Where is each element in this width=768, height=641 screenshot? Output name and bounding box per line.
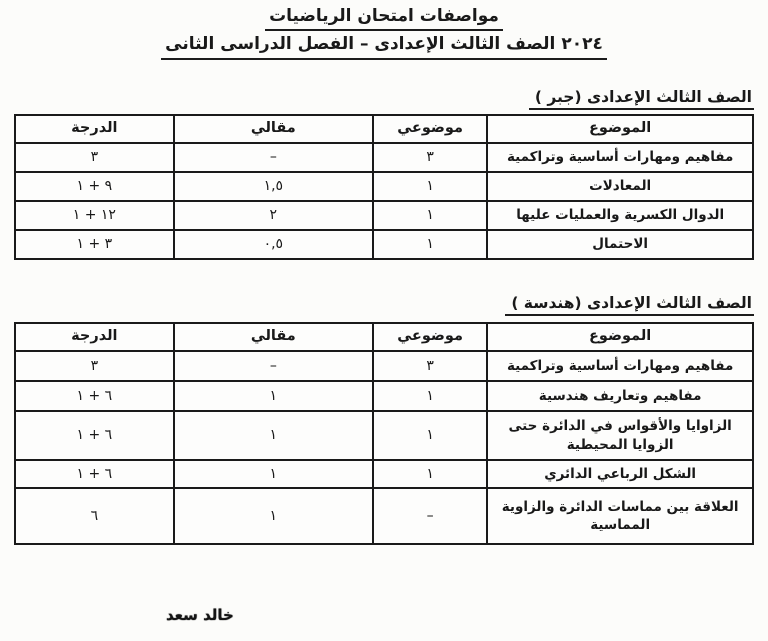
objective-cell: ١: [373, 230, 487, 259]
topic-cell: مفاهيم وتعاريف هندسية: [487, 381, 753, 411]
essay-cell: ١: [174, 488, 373, 544]
objective-cell: ٣: [373, 351, 487, 381]
table-row: [15, 172, 753, 201]
col-header-objective: موضوعي: [373, 323, 487, 351]
essay-cell: ٠,٥: [174, 230, 373, 259]
col-header-essay: مقالي: [174, 115, 373, 143]
topic-cell: الشكل الرباعي الدائري: [487, 460, 753, 488]
essay-cell: –: [174, 351, 373, 381]
grade-cell: ٦: [15, 488, 174, 544]
algebra-spec-table: [14, 114, 754, 260]
grade-cell: ٩ + ١: [15, 172, 174, 201]
topic-cell: المعادلات: [487, 172, 753, 201]
doc-subtitle: ٢٠٢٤ الصف الثالث الإعدادى – الفصل الدراسى الثانى: [161, 34, 607, 59]
grade-cell: ٦ + ١: [15, 411, 174, 460]
objective-cell: ١: [373, 172, 487, 201]
essay-cell: –: [174, 143, 373, 172]
topic-cell: الزاوايا والأقواس في الدائرة حتى الزوايا المحيطية: [487, 411, 753, 460]
section-title-algebra: الصف الثالث الإعدادى (جبر ): [529, 88, 754, 110]
table-row: [15, 230, 753, 259]
col-header-topic: الموضوع: [487, 115, 753, 143]
col-header-grade: الدرجة: [15, 115, 174, 143]
col-header-objective: موضوعي: [373, 115, 487, 143]
grade-cell: ٣: [15, 143, 174, 172]
grade-cell: ٦ + ١: [15, 381, 174, 411]
document-header: [0, 6, 768, 63]
objective-cell: ١: [373, 201, 487, 230]
geometry-spec-table: [14, 322, 754, 545]
essay-cell: ١: [174, 381, 373, 411]
doc-title: مواصفات امتحان الرياضيات: [265, 6, 503, 31]
table-row: [15, 381, 753, 411]
table-row: [15, 488, 753, 544]
table-row: [15, 411, 753, 460]
objective-cell: ١: [373, 381, 487, 411]
objective-cell: ٣: [373, 143, 487, 172]
objective-cell: ١: [373, 460, 487, 488]
topic-cell: العلاقة بين مماسات الدائرة والزاوية المماسية: [487, 488, 753, 544]
table-row: [15, 201, 753, 230]
table-row: [15, 143, 753, 172]
col-header-topic: الموضوع: [487, 323, 753, 351]
essay-cell: ١,٥: [174, 172, 373, 201]
grade-cell: ٦ + ١: [15, 460, 174, 488]
signature: خالد سعد: [166, 606, 234, 624]
col-header-grade: الدرجة: [15, 323, 174, 351]
essay-cell: ١: [174, 460, 373, 488]
essay-cell: ١: [174, 411, 373, 460]
table-row: [15, 351, 753, 381]
table-header-row: [15, 323, 753, 351]
section-title-geometry: الصف الثالث الإعدادى (هندسة ): [505, 294, 754, 316]
topic-cell: الدوال الكسرية والعمليات عليها: [487, 201, 753, 230]
objective-cell: ١: [373, 411, 487, 460]
grade-cell: ٣: [15, 351, 174, 381]
grade-cell: ٣ + ١: [15, 230, 174, 259]
essay-cell: ٢: [174, 201, 373, 230]
col-header-essay: مقالي: [174, 323, 373, 351]
grade-cell: ١٢ + ١: [15, 201, 174, 230]
topic-cell: مفاهيم ومهارات أساسية وتراكمية: [487, 351, 753, 381]
topic-cell: مفاهيم ومهارات أساسية وتراكمية: [487, 143, 753, 172]
table-row: [15, 460, 753, 488]
objective-cell: –: [373, 488, 487, 544]
topic-cell: الاحتمال: [487, 230, 753, 259]
table-header-row: [15, 115, 753, 143]
